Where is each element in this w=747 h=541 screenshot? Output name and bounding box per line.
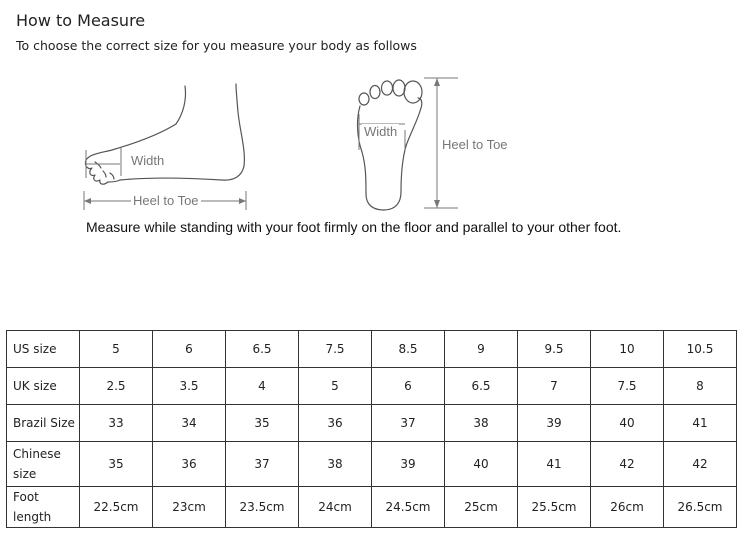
size-cell: 7 xyxy=(518,368,591,405)
row-label: Chinese size xyxy=(7,442,80,487)
side-foot-drawing xyxy=(85,84,244,184)
size-cell: 26.5cm xyxy=(664,487,737,528)
top-foot-third-toe xyxy=(382,81,393,95)
size-cell: 36 xyxy=(299,405,372,442)
size-cell: 9 xyxy=(445,331,518,368)
size-cell: 5 xyxy=(80,331,153,368)
page-subtitle: To choose the correct size for you measure your body as follows xyxy=(16,38,417,53)
size-cell: 38 xyxy=(445,405,518,442)
side-foot-toe-lines xyxy=(95,162,114,179)
size-cell: 24.5cm xyxy=(372,487,445,528)
row-label: Brazil Size xyxy=(7,405,80,442)
size-cell: 38 xyxy=(299,442,372,487)
page-title: How to Measure xyxy=(16,11,146,30)
size-cell: 6.5 xyxy=(445,368,518,405)
row-label: US size xyxy=(7,331,80,368)
size-row-chinese xyxy=(7,442,737,487)
size-cell: 7.5 xyxy=(591,368,664,405)
top-foot-big-toe xyxy=(404,81,422,103)
size-cell: 41 xyxy=(518,442,591,487)
size-cell: 35 xyxy=(80,442,153,487)
size-row-foot-length xyxy=(7,487,737,528)
size-cell: 6.5 xyxy=(226,331,299,368)
size-cell: 6 xyxy=(153,331,226,368)
size-cell: 10 xyxy=(591,331,664,368)
size-cell: 37 xyxy=(372,405,445,442)
size-cell: 10.5 xyxy=(664,331,737,368)
top-foot-outline xyxy=(358,98,422,210)
size-cell: 42 xyxy=(664,442,737,487)
top-length-label: Heel to Toe xyxy=(442,137,508,152)
size-cell: 25cm xyxy=(445,487,518,528)
size-cell: 3.5 xyxy=(153,368,226,405)
size-row-us xyxy=(7,331,737,368)
size-cell: 33 xyxy=(80,405,153,442)
size-cell: 34 xyxy=(153,405,226,442)
row-label: Foot length xyxy=(7,487,80,528)
size-cell: 25.5cm xyxy=(518,487,591,528)
side-length-label: Heel to Toe xyxy=(133,193,199,208)
size-cell: 2.5 xyxy=(80,368,153,405)
size-cell: 22.5cm xyxy=(80,487,153,528)
top-width-label: Width xyxy=(364,124,398,139)
size-cell: 35 xyxy=(226,405,299,442)
size-cell: 41 xyxy=(664,405,737,442)
size-cell: 8 xyxy=(664,368,737,405)
size-cell: 23.5cm xyxy=(226,487,299,528)
size-row-uk xyxy=(7,368,737,405)
size-row-brazil xyxy=(7,405,737,442)
top-foot-little-toe xyxy=(359,93,369,105)
size-cell: 39 xyxy=(372,442,445,487)
size-cell: 23cm xyxy=(153,487,226,528)
size-cell: 42 xyxy=(591,442,664,487)
size-cell: 4 xyxy=(226,368,299,405)
size-cell: 37 xyxy=(226,442,299,487)
size-cell: 7.5 xyxy=(299,331,372,368)
size-cell: 26cm xyxy=(591,487,664,528)
size-cell: 6 xyxy=(372,368,445,405)
size-chart-table xyxy=(6,330,737,528)
side-foot-heel xyxy=(236,84,244,166)
size-cell: 8.5 xyxy=(372,331,445,368)
side-width-label: Width xyxy=(131,153,165,168)
size-cell: 40 xyxy=(591,405,664,442)
top-foot-second-toe xyxy=(393,80,405,96)
top-foot-fourth-toe xyxy=(370,86,380,99)
measure-instruction: Measure while standing with your foot firmly on the floor and parallel to your other foot. xyxy=(86,219,622,235)
side-foot-ankle-front xyxy=(176,86,186,124)
size-cell: 40 xyxy=(445,442,518,487)
side-foot-sole xyxy=(120,166,244,180)
size-cell: 5 xyxy=(299,368,372,405)
size-cell: 39 xyxy=(518,405,591,442)
top-foot-drawing xyxy=(358,80,422,210)
row-label: UK size xyxy=(7,368,80,405)
size-cell: 36 xyxy=(153,442,226,487)
size-cell: 9.5 xyxy=(518,331,591,368)
size-cell: 24cm xyxy=(299,487,372,528)
